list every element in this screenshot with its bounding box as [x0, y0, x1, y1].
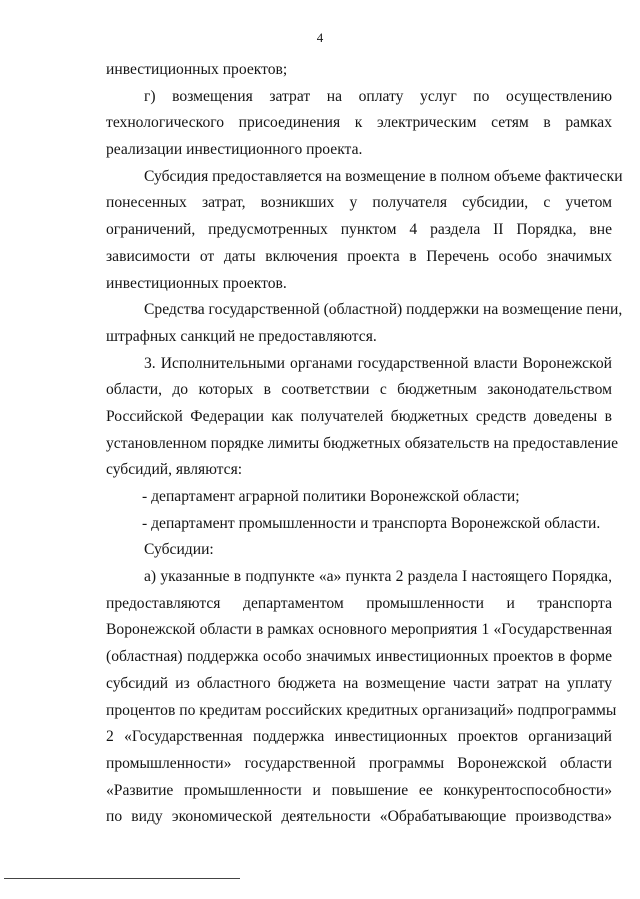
- text-line: предоставляются департаментом промышленности и транспорта: [106, 594, 612, 612]
- text-line: технологического присоединения к электрическим сетям в рамках: [106, 114, 612, 132]
- text-line: области, до которых в соответствии с бюджетным законодательством: [106, 381, 612, 399]
- text-line: субсидий, являются:: [106, 461, 243, 479]
- page-number: 4: [316, 30, 324, 45]
- text-line: ограничений, предусмотренных пунктом 4 раздела II Порядка, вне: [106, 221, 612, 239]
- text-line: Субсидии:: [144, 541, 214, 559]
- text-line: штрафных санкций не предоставляются.: [106, 327, 377, 345]
- text-line: установленном порядке лимиты бюджетных обязательств на предоставление: [106, 434, 619, 452]
- text-line: Российской Федерации как получателей бюджетных средств доведены в: [106, 407, 612, 425]
- text-line: 2 «Государственная поддержка инвестиционных проектов организаций: [106, 728, 612, 746]
- text-line: зависимости от даты включения проекта в Перечень особо значимых: [106, 247, 612, 265]
- text-line: реализации инвестиционного проекта.: [106, 141, 363, 159]
- footnote-separator: [4, 878, 240, 879]
- list-item-line: - департамент аграрной политики Воронежской области;: [142, 488, 520, 505]
- text-line: субсидий из областного бюджета на возмещение части затрат на уплату: [106, 674, 612, 692]
- text-line: Субсидия предоставляется на возмещение в полном объеме фактически: [144, 167, 623, 185]
- text-line: по виду экономической деятельности «Обрабатывающие производства»: [106, 808, 612, 826]
- list-item-line: - департамент промышленности и транспорта Воронежской области.: [142, 514, 601, 532]
- text-line: Воронежской области в рамках основного мероприятия 1 «Государственная: [106, 621, 612, 639]
- text-line: инвестиционных проектов.: [106, 274, 287, 292]
- text-line: (областная) поддержка особо значимых инвестиционных проектов в форме: [106, 648, 612, 666]
- text-line: Средства государственной (областной) поддержки на возмещение пени,: [144, 301, 623, 319]
- text-line: а) указанные в подпункте «а» пункта 2 раздела I настоящего Порядка,: [144, 568, 612, 586]
- text-line: г) возмещения затрат на оплату услуг по осуществлению: [144, 87, 612, 105]
- text-line: понесенных затрат, возникших у получателя субсидии, с учетом: [106, 194, 612, 212]
- document-body: [106, 57, 623, 831]
- text-line: 3. Исполнительными органами государственной власти Воронежской: [144, 354, 612, 372]
- text-line: «Развитие промышленности и повышение ее конкурентоспособности»: [106, 781, 612, 799]
- text-line: промышленности» государственной программы Воронежской области: [106, 754, 612, 772]
- text-line: инвестиционных проектов;: [106, 61, 288, 78]
- text-line: процентов по кредитам российских кредитных организаций» подпрограммы: [106, 701, 617, 719]
